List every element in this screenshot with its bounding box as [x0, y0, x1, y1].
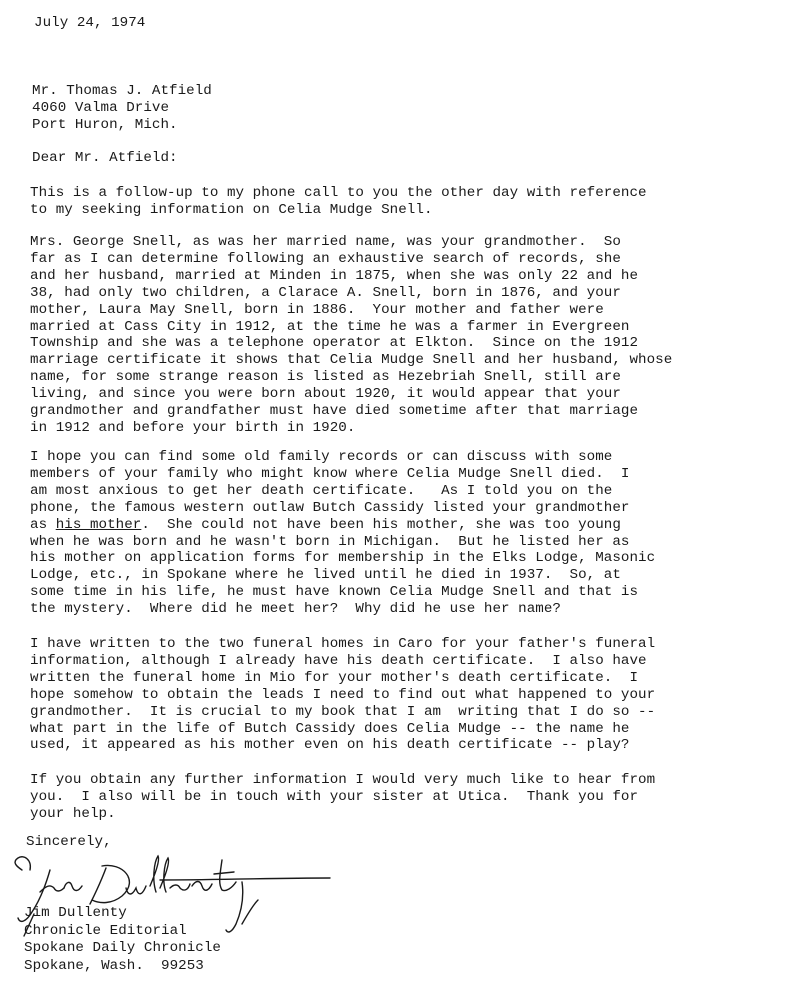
paragraph-line: what part in the life of Butch Cassidy does Celia Mudge -- the name he: [30, 720, 630, 737]
signer-organization: Spokane Daily Chronicle: [24, 940, 221, 956]
recipient-street: 4060 Valma Drive: [32, 99, 170, 116]
paragraph-line: grandmother. It is crucial to my book that I am writing that I do so --: [30, 703, 656, 720]
paragraph-line-underlined: [30, 517, 655, 534]
paragraph-line: This is a follow-up to my phone call to you the other day with reference: [30, 185, 647, 201]
paragraph-line: in 1912 and before your birth in 1920.: [30, 419, 356, 436]
paragraph-5: [30, 772, 655, 823]
letter-date: July 24, 1974: [34, 15, 146, 31]
signer-address: Spokane, Wash. 99253: [24, 957, 204, 974]
signer-title: Chronicle Editorial: [24, 922, 187, 939]
paragraph-line: some time in his life, he must have known Celia Mudge Snell and that is: [30, 584, 639, 601]
paragraph-line: when he was born and he wasn't born in Michigan. But he listed her as: [30, 533, 630, 550]
paragraph-line: Township and she was a telephone operator at Elkton. Since on the 1912: [30, 335, 639, 352]
paragraph-line: far as I can determine following an exhaustive search of records, she: [30, 250, 621, 267]
paragraph-line: his mother on application forms for membership in the Elks Lodge, Masonic: [30, 550, 656, 567]
paragraph-line: If you obtain any further information I would very much like to hear from: [30, 772, 656, 788]
paragraph-line: used, it appeared as his mother even on his death certificate -- play?: [30, 737, 630, 754]
paragraph-line: mother, Laura May Snell, born in 1886. Your mother and father were: [30, 301, 604, 318]
paragraph-line: married at Cass City in 1912, at the time he was a farmer in Evergreen: [30, 318, 630, 335]
signer-name: Jim Dullenty: [24, 905, 127, 921]
line-suffix: . She could not have been his mother, she was too young: [141, 516, 621, 533]
underlined-his-mother: his mother: [55, 516, 142, 533]
paragraph-line: information, although I already have his death certificate. I also have: [30, 652, 647, 669]
paragraph-4: [30, 636, 655, 754]
paragraph-2: [30, 234, 672, 437]
paragraph-line: written the funeral home in Mio for your mother's death certificate. I: [30, 669, 639, 686]
paragraph-line: Mrs. George Snell, as was her married name, was your grandmother. So: [30, 234, 621, 250]
recipient-name: Mr. Thomas J. Atfield: [32, 83, 212, 99]
paragraph-line: Lodge, etc., in Spokane where he lived until he died in 1937. So, at: [30, 567, 621, 584]
signature-block: [24, 905, 221, 975]
paragraph-line: and her husband, married at Minden in 1875, when she was only 22 and he: [30, 267, 639, 284]
paragraph-line: the mystery. Where did he meet her? Why did he use her name?: [30, 601, 561, 618]
paragraph-line: to my seeking information on Celia Mudge Snell.: [30, 201, 433, 218]
recipient-address: [32, 83, 212, 134]
paragraph-line: you. I also will be in touch with your sister at Utica. Thank you for: [30, 788, 639, 805]
paragraph-line: am most anxious to get her death certificate. As I told you on the: [30, 482, 613, 499]
paragraph-line: your help.: [30, 805, 116, 822]
paragraph-line: phone, the famous western outlaw Butch Cassidy listed your grandmother: [30, 499, 630, 516]
paragraph-line: 38, had only two children, a Clarace A. Snell, born in 1876, and your: [30, 284, 621, 301]
paragraph-line: living, and since you were born about 1920, it would appear that your: [30, 386, 621, 403]
closing: Sincerely,: [26, 834, 112, 850]
paragraph-line: grandmother and grandfather must have died sometime after that marriage: [30, 403, 639, 420]
paragraph-line: I have written to the two funeral homes in Caro for your father's funeral: [30, 636, 656, 652]
paragraph-line: members of your family who might know where Celia Mudge Snell died. I: [30, 465, 630, 482]
paragraph-1: [30, 185, 647, 219]
paragraph-line: hope somehow to obtain the leads I need to find out what happened to your: [30, 686, 656, 703]
salutation: Dear Mr. Atfield:: [32, 150, 178, 166]
paragraph-line: marriage certificate it shows that Celia Mudge Snell and her husband, whose: [30, 352, 673, 369]
paragraph-line: I hope you can find some old family records or can discuss with some: [30, 449, 613, 465]
line-prefix: as: [30, 516, 56, 533]
paragraph-3: [30, 449, 655, 618]
paragraph-line: name, for some strange reason is listed as Hezebriah Snell, still are: [30, 369, 621, 386]
recipient-city: Port Huron, Mich.: [32, 116, 178, 133]
